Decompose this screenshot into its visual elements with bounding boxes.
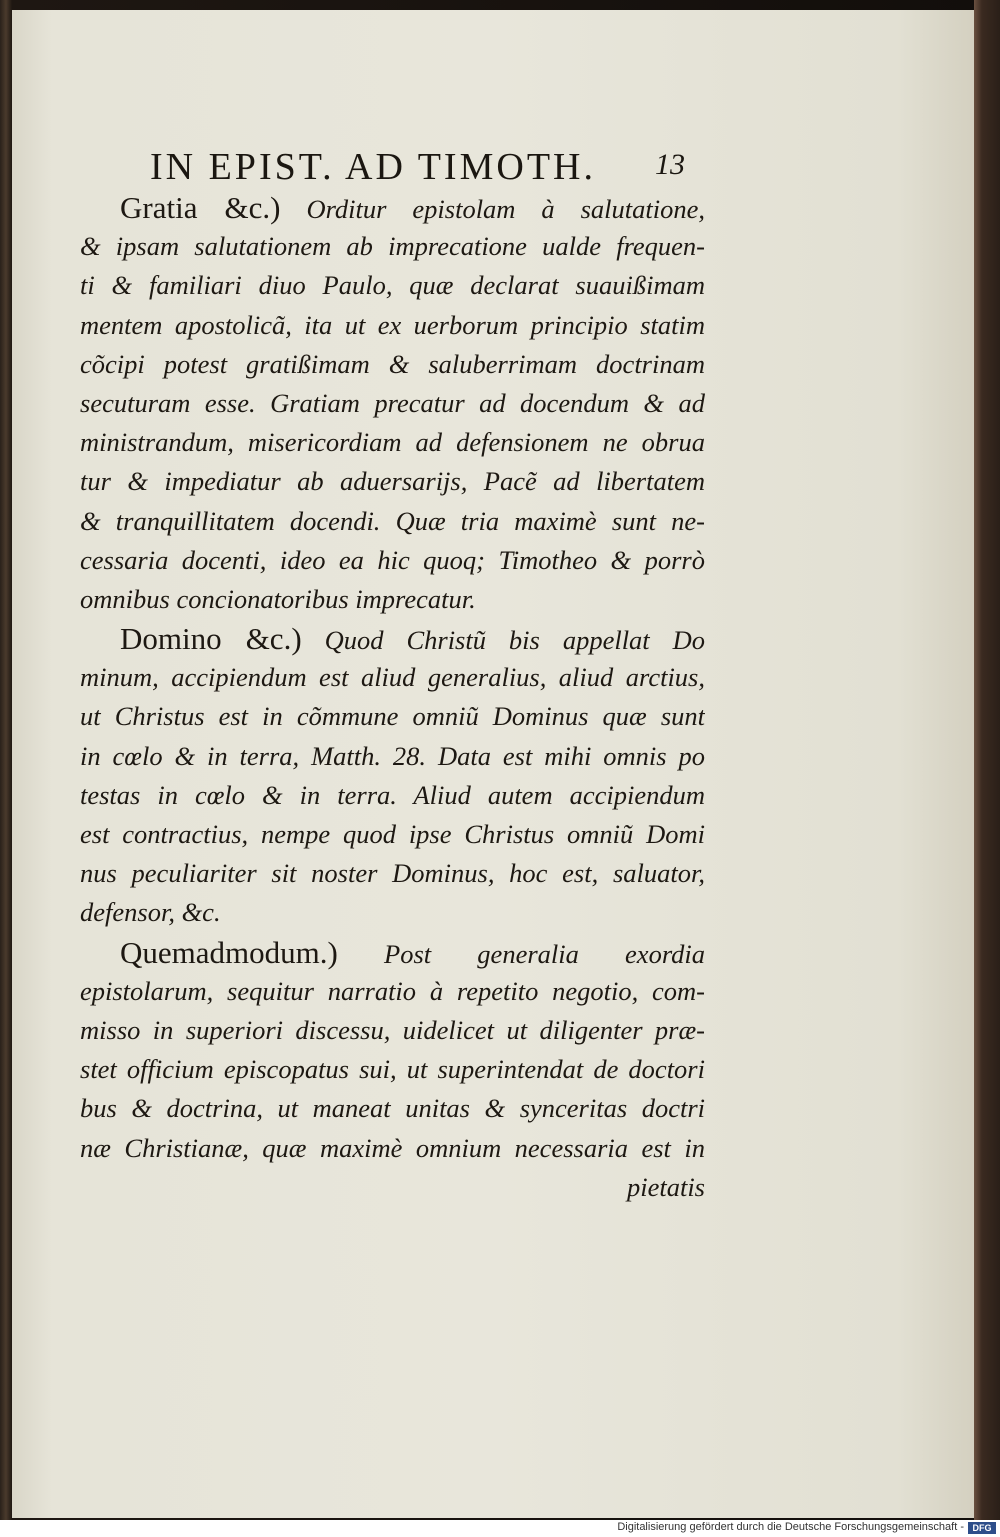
page-number: 13 xyxy=(655,148,685,181)
digitization-footer xyxy=(0,1520,1000,1537)
funding-credit: Digitalisierung gefördert durch die Deutsche Forschungsgemeinschaft - xyxy=(617,1521,964,1533)
book-spine-edge xyxy=(974,0,1000,1520)
text-line: minum, accipiendum est aliud generalius, aliud arctius, xyxy=(80,662,705,693)
text-line: in cœlo & in terra, Matth. 28. Data est mihi omnis po xyxy=(80,740,705,771)
text-line: omnibus concionatoribus imprecatur. xyxy=(80,583,476,614)
lemma-domino: Domino &c.) xyxy=(120,621,302,657)
body-text xyxy=(80,188,705,1207)
text-line: næ Christianæ, quæ maximè omnium necessaria est in xyxy=(80,1132,705,1163)
text-line: misso in superiori discessu, uidelicet ut diligenter præ- xyxy=(80,1014,705,1045)
text-line: testas in cœlo & in terra. Aliud autem accipiendum xyxy=(80,779,705,810)
paragraph-1-first-line xyxy=(80,188,705,227)
text-line: est contractius, nempe quod ipse Christus omniũ Domi xyxy=(80,819,705,849)
text-line: cõcipi potest gratißimam & saluberrimam doctrinam xyxy=(80,348,705,379)
lemma-gratia: Gratia &c.) xyxy=(120,190,281,225)
text-line: & tranquillitatem docendi. Quæ tria maximè sunt ne- xyxy=(80,505,705,536)
paragraph-3-first-line xyxy=(80,933,705,972)
text-line: nus peculiariter sit noster Dominus, hoc est, saluator, xyxy=(80,858,705,889)
text-line: tur & impediatur ab aduersarijs, Pacẽ ad libertatem xyxy=(80,466,705,497)
line-text: Post generalia exordia xyxy=(384,938,705,969)
dfg-logo: DFG xyxy=(968,1522,996,1534)
text-line: bus & doctrina, ut maneat unitas & synceritas doctri xyxy=(80,1093,705,1124)
text-line: secuturam esse. Gratiam precatur ad docendum & ad xyxy=(80,387,705,418)
line-text: Orditur epistolam à salutatione, xyxy=(306,194,705,224)
text-line: cessaria docenti, ideo ea hic quoq; Timotheo & porrò xyxy=(80,544,705,575)
line-text: Quod Christũ bis appellat Do xyxy=(324,625,705,656)
text-line: & ipsam salutationem ab imprecatione ualde frequen- xyxy=(80,231,705,262)
text-line: stet officium episcopatus sui, ut superintendat de doctori xyxy=(80,1054,705,1085)
text-line: ut Christus est in cõmmune omniũ Dominus quæ sunt xyxy=(80,701,705,732)
text-line: mentem apostolicã, ita ut ex uerborum principio statim xyxy=(80,309,705,340)
text-line: ministrandum, misericordiam ad defensionem ne obrua xyxy=(80,427,705,458)
text-line: defensor, &c. xyxy=(80,897,221,928)
text-line: ti & familiari diuo Paulo, quæ declarat suauißimam xyxy=(80,270,705,301)
paragraph-2-first-line xyxy=(80,619,705,658)
lemma-quemadmodum: Quemadmodum.) xyxy=(120,934,338,970)
running-title: IN EPIST. AD TIMOTH. xyxy=(150,146,596,188)
catchword: pietatis xyxy=(626,1171,705,1202)
text-line: epistolarum, sequitur narratio à repetito negotio, com- xyxy=(80,975,705,1006)
